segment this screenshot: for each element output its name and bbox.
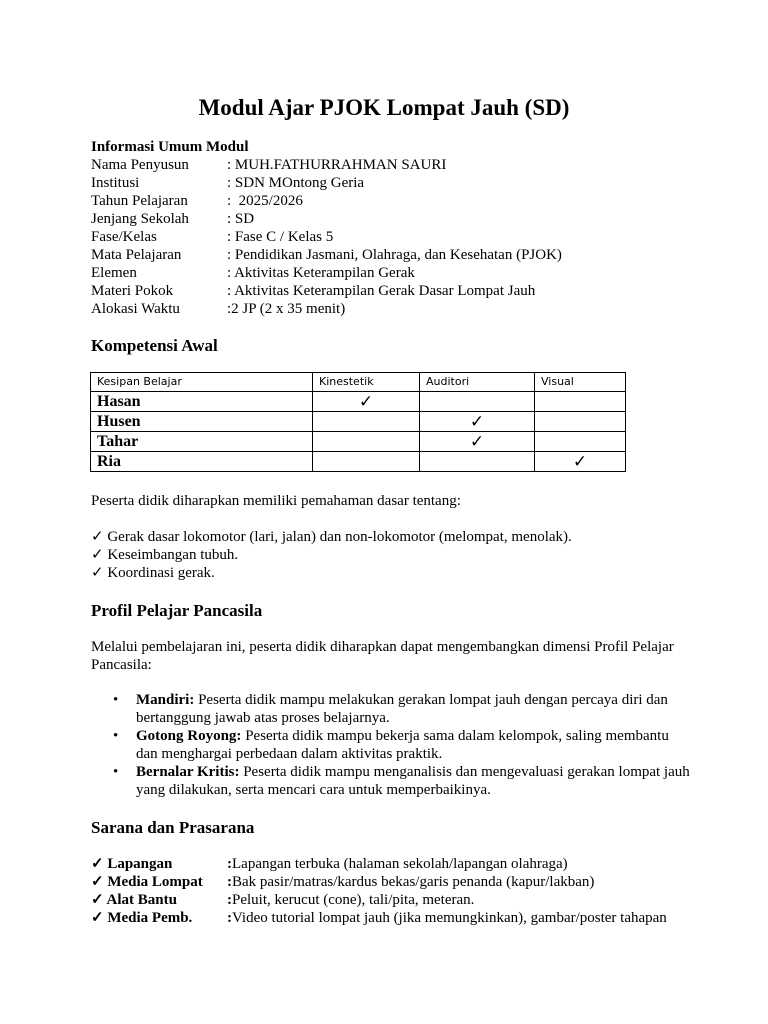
check-icon: ✓ — [91, 910, 104, 926]
sarana-label-text: Media Pemb. — [107, 910, 193, 926]
check-icon: ✓ — [91, 874, 104, 890]
auditori-cell — [420, 432, 535, 452]
info-row — [91, 156, 691, 174]
info-value-jenjang: : SD — [227, 211, 255, 227]
info-row — [91, 264, 691, 282]
info-label-materi: Materi Pokok — [91, 283, 174, 299]
table-row — [91, 432, 626, 452]
auditori-cell — [420, 412, 535, 432]
student-name-cell: Hasan — [91, 392, 313, 412]
check-icon: ✓ — [469, 411, 485, 431]
student-name-cell: Tahar — [91, 432, 313, 452]
kompetensi-list — [91, 528, 691, 582]
kinestetik-cell — [313, 432, 420, 452]
check-icon: ✓ — [91, 547, 104, 563]
info-value-mapel: : Pendidikan Jasmani, Olahraga, dan Kesehatan (PJOK) — [227, 247, 562, 263]
learning-style-table — [90, 372, 626, 472]
sarana-label — [91, 909, 227, 927]
sarana-label-text: Alat Bantu — [106, 892, 177, 908]
info-value-elemen: : Aktivitas Keterampilan Gerak — [227, 265, 415, 281]
auditori-cell — [420, 392, 535, 412]
info-label-jenjang: Jenjang Sekolah — [91, 211, 189, 227]
kompetensi-intro: Peserta didik diharapkan memiliki pemahaman dasar tentang: — [91, 493, 461, 509]
info-label-institusi: Institusi — [91, 175, 140, 191]
document-title: Modul Ajar PJOK Lompat Jauh (SD) — [198, 95, 570, 120]
bullet-icon: • — [113, 764, 119, 780]
auditori-cell — [420, 452, 535, 472]
student-name-cell: Ria — [91, 452, 313, 472]
sarana-value: Peluit, kerucut (cone), tali/pita, meteran. — [232, 892, 475, 908]
profil-list — [91, 691, 691, 799]
general-info-heading: Informasi Umum Modul — [91, 139, 249, 155]
check-icon: ✓ — [469, 431, 485, 451]
check-icon: ✓ — [91, 856, 104, 872]
dimension-text: Peserta didik mampu menganalisis dan mengevaluasi gerakan lompat jauh yang dilakukan, serta mencari cara untuk memperbaikinya. — [136, 764, 690, 798]
sarana-label-text: Lapangan — [107, 856, 173, 872]
dimension-text: Peserta didik mampu bekerja sama dalam kelompok, saling membantu dan menghargai perbedaan dalam aktivitas praktik. — [136, 728, 669, 762]
list-item — [91, 727, 691, 763]
column-header-auditori: Auditori — [420, 373, 535, 392]
list-item — [91, 528, 691, 546]
check-icon: ✓ — [91, 565, 104, 581]
dimension-text: Peserta didik mampu melakukan gerakan lompat jauh dengan percaya diri dan bertanggung jawab atas proses belajarnya. — [136, 692, 668, 726]
colon: : — [227, 892, 232, 908]
info-row — [91, 228, 691, 246]
kinestetik-cell — [313, 412, 420, 432]
column-header-kinestetik: Kinestetik — [313, 373, 420, 392]
colon: : — [227, 874, 232, 890]
table-row — [91, 392, 626, 412]
kinestetik-cell — [313, 392, 420, 412]
kinestetik-cell — [313, 452, 420, 472]
sarana-list — [91, 855, 731, 927]
table-row — [91, 452, 626, 472]
visual-cell — [535, 392, 626, 412]
check-icon: ✓ — [572, 451, 588, 471]
student-name-cell: Husen — [91, 412, 313, 432]
info-row — [91, 246, 691, 264]
info-row — [91, 192, 691, 210]
list-item — [91, 873, 731, 891]
info-label-penyusun: Nama Penyusun — [91, 157, 189, 173]
table-header-row — [91, 373, 626, 392]
check-icon: ✓ — [358, 391, 374, 411]
colon: : — [227, 856, 232, 872]
profil-intro: Melalui pembelajaran ini, peserta didik diharapkan dapat mengembangkan dimensi Profil Pelajar Pancasila: — [91, 639, 674, 673]
info-value-tahun: : 2025/2026 — [227, 193, 303, 209]
dimension-label: Gotong Royong: — [136, 728, 242, 744]
list-item — [91, 763, 691, 799]
bullet-icon: • — [113, 728, 119, 744]
info-value-penyusun: : MUH.FATHURRAHMAN SAURI — [227, 157, 447, 173]
sarana-label — [91, 873, 227, 891]
sarana-label — [91, 855, 227, 873]
list-item — [91, 891, 731, 909]
list-item-text: Keseimbangan tubuh. — [107, 547, 239, 563]
info-label-tahun: Tahun Pelajaran — [91, 193, 188, 209]
table-row — [91, 412, 626, 432]
info-label-elemen: Elemen — [91, 265, 137, 281]
info-value-fase: : Fase C / Kelas 5 — [227, 229, 334, 245]
info-value-alokasi: :2 JP (2 x 35 menit) — [227, 301, 346, 317]
list-item-text: Gerak dasar lokomotor (lari, jalan) dan non-lokomotor (melompat, menolak). — [107, 529, 572, 545]
sarana-value: Video tutorial lompat jauh (jika memungkinkan), gambar/poster tahapan — [232, 910, 667, 926]
sarana-label-text: Media Lompat — [107, 874, 203, 890]
column-header-kesiapan: Kesipan Belajar — [91, 373, 313, 392]
info-value-institusi: : SDN MOntong Geria — [227, 175, 365, 191]
list-item — [91, 909, 731, 927]
visual-cell — [535, 432, 626, 452]
sarana-label — [91, 891, 227, 909]
info-label-alokasi: Alokasi Waktu — [91, 301, 180, 317]
check-icon: ✓ — [91, 529, 104, 545]
info-row — [91, 282, 691, 300]
general-info-section — [91, 138, 691, 318]
column-header-visual: Visual — [535, 373, 626, 392]
list-item-text: Koordinasi gerak. — [107, 565, 215, 581]
info-label-fase: Fase/Kelas — [91, 229, 157, 245]
info-label-mapel: Mata Pelajaran — [91, 247, 182, 263]
sarana-value: Bak pasir/matras/kardus bekas/garis penanda (kapur/lakban) — [232, 874, 595, 890]
list-item — [91, 855, 731, 873]
dimension-label: Mandiri: — [136, 692, 195, 708]
bullet-icon: • — [113, 692, 119, 708]
check-icon: ✓ — [91, 892, 104, 908]
table-body — [91, 392, 626, 472]
sarana-heading: Sarana dan Prasarana — [91, 818, 255, 837]
colon: : — [227, 910, 232, 926]
list-item — [91, 546, 691, 564]
visual-cell — [535, 452, 626, 472]
list-item — [91, 564, 691, 582]
info-value-materi: : Aktivitas Keterampilan Gerak Dasar Lompat Jauh — [227, 283, 536, 299]
info-row — [91, 210, 691, 228]
visual-cell — [535, 412, 626, 432]
dimension-label: Bernalar Kritis: — [136, 764, 240, 780]
list-item — [91, 691, 691, 727]
info-row — [91, 174, 691, 192]
kompetensi-heading: Kompetensi Awal — [91, 336, 218, 355]
info-row — [91, 300, 691, 318]
profil-heading: Profil Pelajar Pancasila — [91, 601, 263, 620]
sarana-value: Lapangan terbuka (halaman sekolah/lapangan olahraga) — [232, 856, 568, 872]
